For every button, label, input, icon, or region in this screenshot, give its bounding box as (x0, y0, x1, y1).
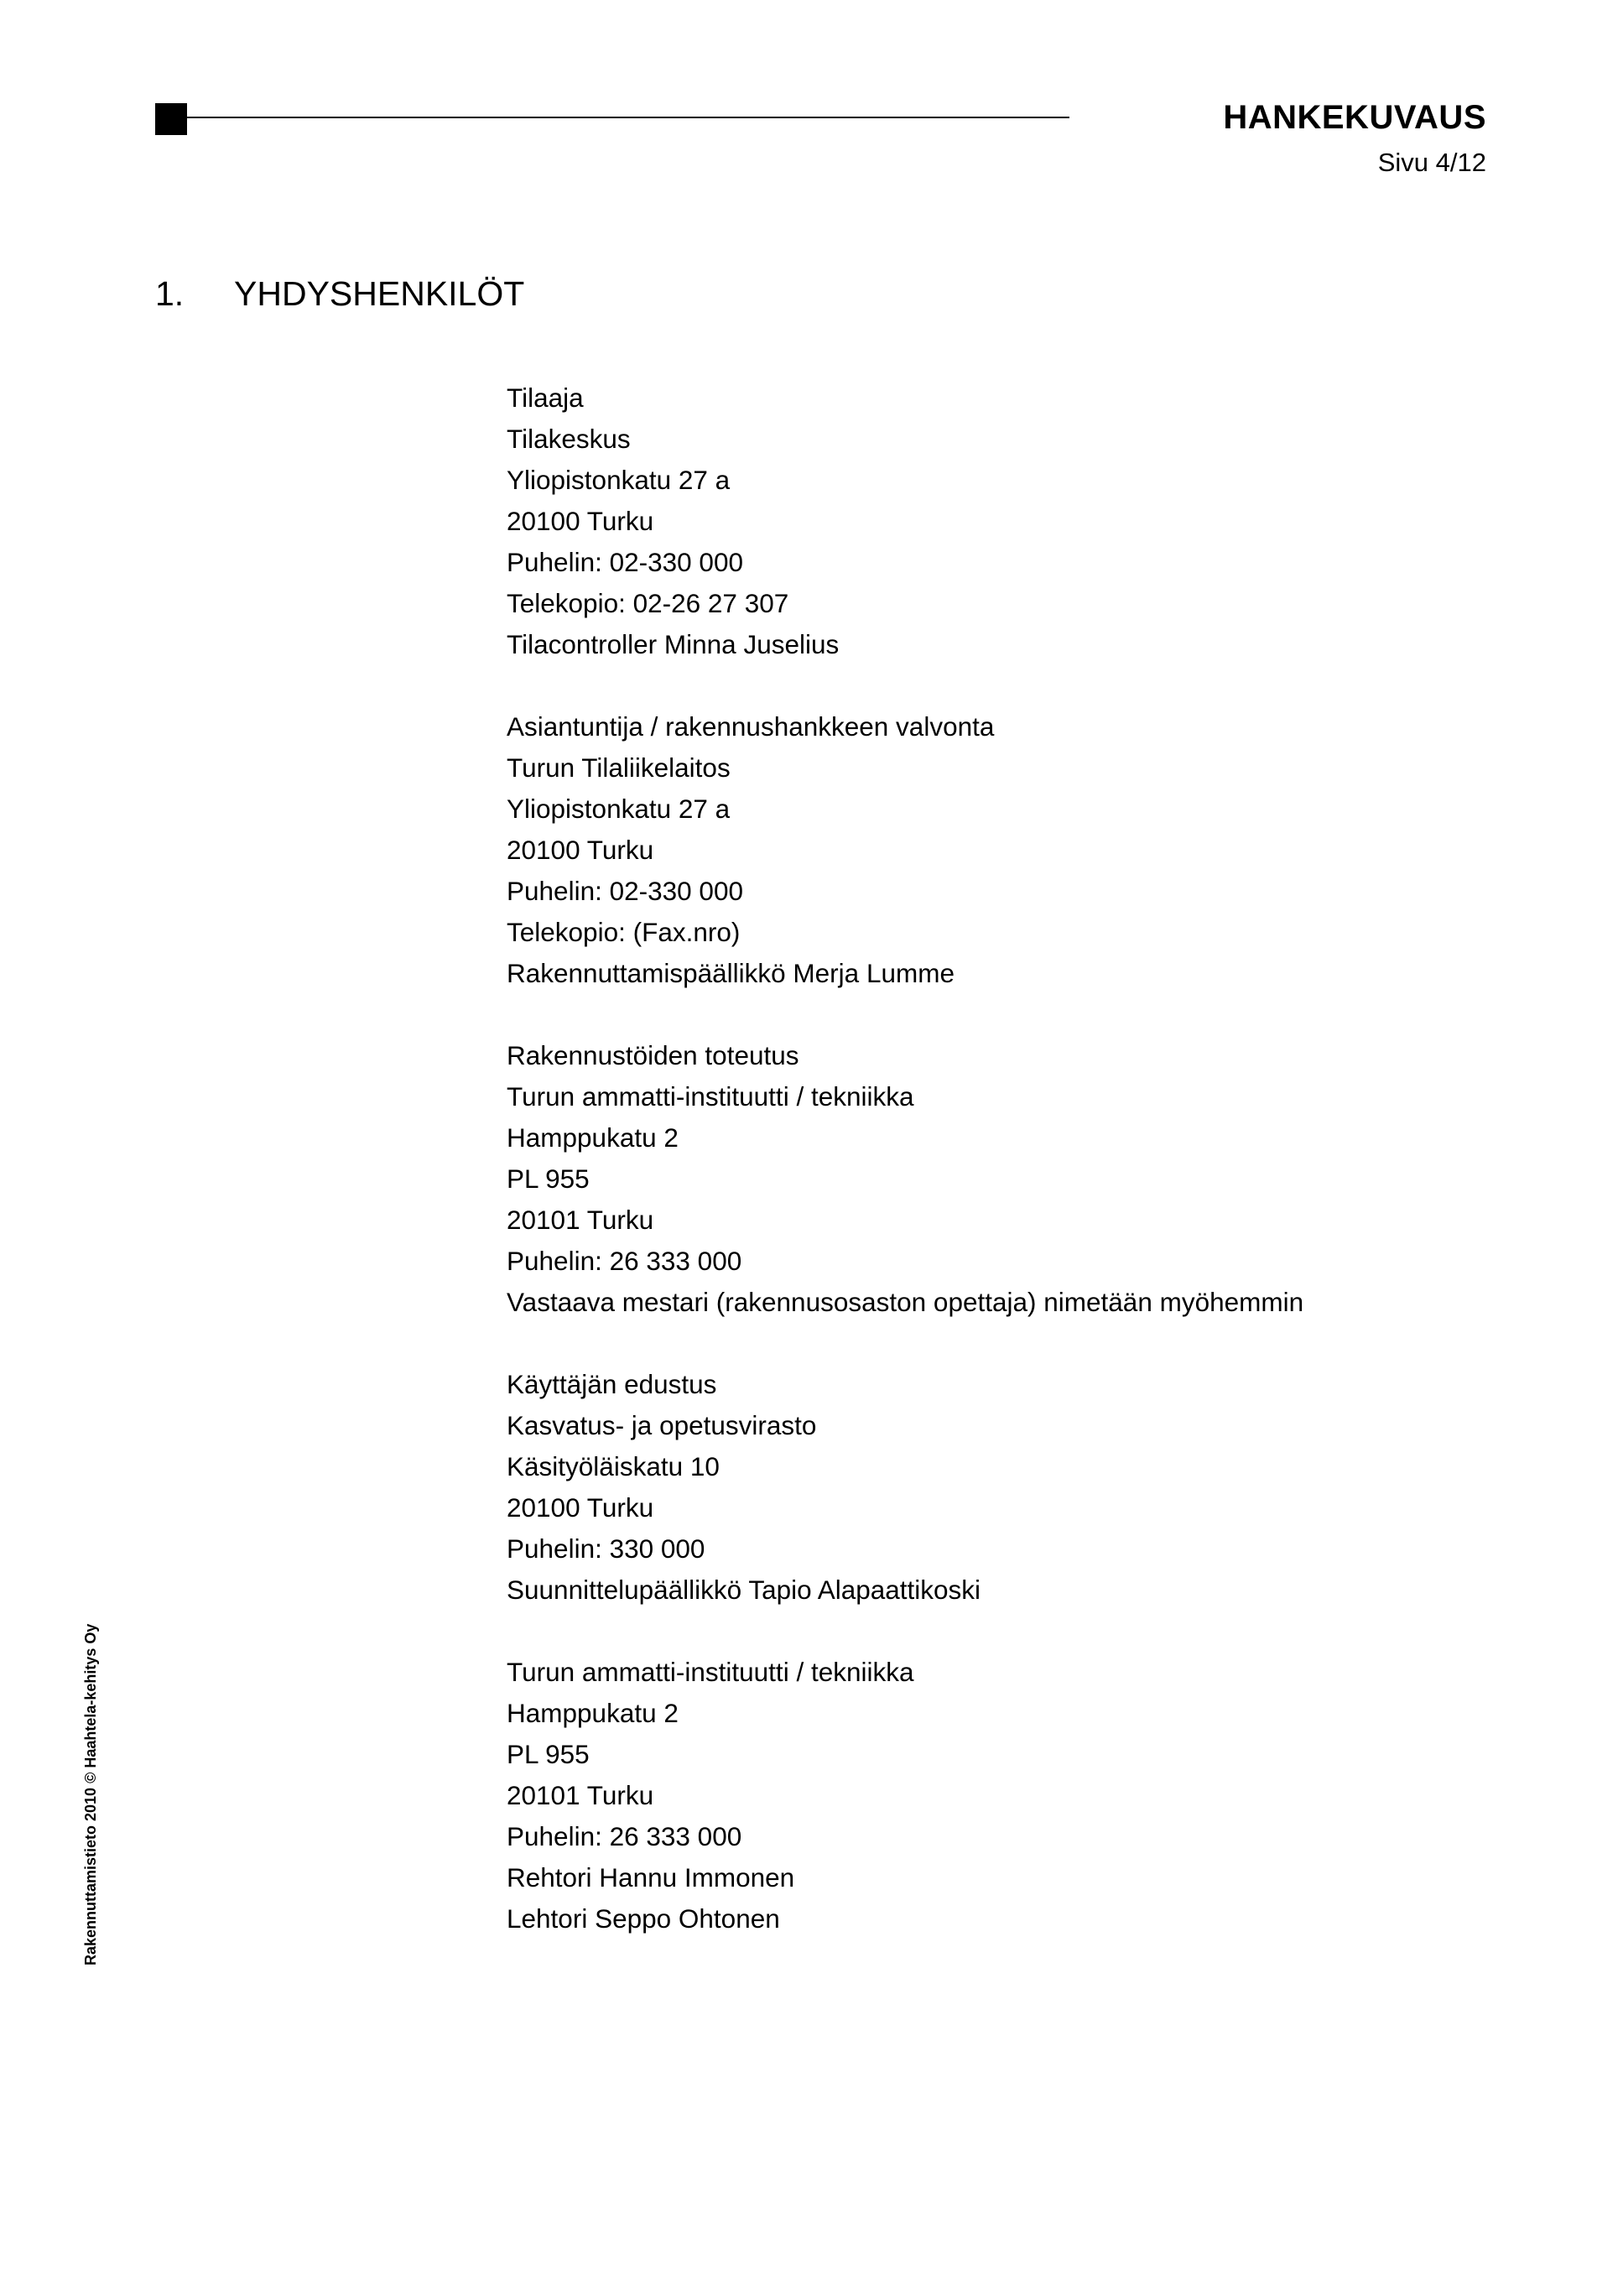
contact-line: Turun ammatti-instituutti / tekniikka (507, 1081, 914, 1112)
contact-line: Hamppukatu 2 (507, 1698, 679, 1728)
contact-line: Yliopistonkatu 27 a (507, 794, 731, 824)
contact-block (507, 1035, 1303, 1323)
section-title: YHDYSHENKILÖT (234, 274, 525, 313)
copyright-note: Rakennuttamistieto 2010 © Haahtela-kehitys Oy (82, 1623, 99, 1965)
contact-line: Rakennustöiden toteutus (507, 1040, 799, 1070)
contact-block (507, 377, 1303, 665)
contact-line: Hamppukatu 2 (507, 1122, 679, 1153)
section-heading (155, 274, 524, 314)
contact-line: Puhelin: 02-330 000 (507, 876, 743, 906)
contact-line: Telekopio: (Fax.nro) (507, 917, 741, 947)
contact-line: Kasvatus- ja opetusvirasto (507, 1410, 817, 1440)
contact-line: Puhelin: 26 333 000 (507, 1246, 742, 1276)
contact-line: PL 955 (507, 1164, 590, 1194)
contact-line: Puhelin: 330 000 (507, 1533, 705, 1564)
page-number: Sivu 4/12 (1377, 148, 1486, 177)
contact-line: Yliopistonkatu 27 a (507, 465, 731, 495)
contact-line: Turun Tilaliikelaitos (507, 752, 731, 783)
contact-line: Puhelin: 26 333 000 (507, 1821, 742, 1851)
contact-line: Turun ammatti-instituutti / tekniikka (507, 1657, 914, 1687)
contact-line: Suunnittelupäällikkö Tapio Alapaattikoski (507, 1575, 981, 1605)
contact-line: 20100 Turku (507, 835, 654, 865)
contact-line: Rehtori Hannu Immonen (507, 1862, 795, 1893)
header-marker (155, 103, 187, 135)
contact-line: Asiantuntija / rakennushankkeen valvonta (507, 711, 995, 742)
contact-block (507, 1652, 1303, 1939)
contact-line: Tilaaja (507, 383, 584, 413)
contact-line: Rakennuttamispäällikkö Merja Lumme (507, 958, 955, 988)
contact-line: Telekopio: 02-26 27 307 (507, 588, 789, 618)
contact-line: Tilacontroller Minna Juselius (507, 629, 840, 659)
contact-line: Käsityöläiskatu 10 (507, 1451, 720, 1481)
contact-line: 20100 Turku (507, 1492, 654, 1523)
contact-line: Käyttäjän edustus (507, 1369, 717, 1399)
contact-line: PL 955 (507, 1739, 590, 1769)
header-rule (187, 117, 1069, 118)
contact-line: 20101 Turku (507, 1780, 654, 1810)
document-title: HANKEKUVAUS (1223, 99, 1486, 136)
contact-block (507, 1364, 1303, 1611)
section-number: 1. (155, 274, 185, 313)
contact-line: Puhelin: 02-330 000 (507, 547, 743, 577)
contact-block (507, 706, 1303, 994)
contact-line: 20100 Turku (507, 506, 654, 536)
contact-line: Lehtori Seppo Ohtonen (507, 1903, 780, 1934)
contact-line: Tilakeskus (507, 424, 631, 454)
contact-line: Vastaava mestari (rakennusosaston opettaja) nimetään myöhemmin (507, 1287, 1304, 1317)
contact-line: 20101 Turku (507, 1205, 654, 1235)
contact-list (507, 377, 1303, 1981)
